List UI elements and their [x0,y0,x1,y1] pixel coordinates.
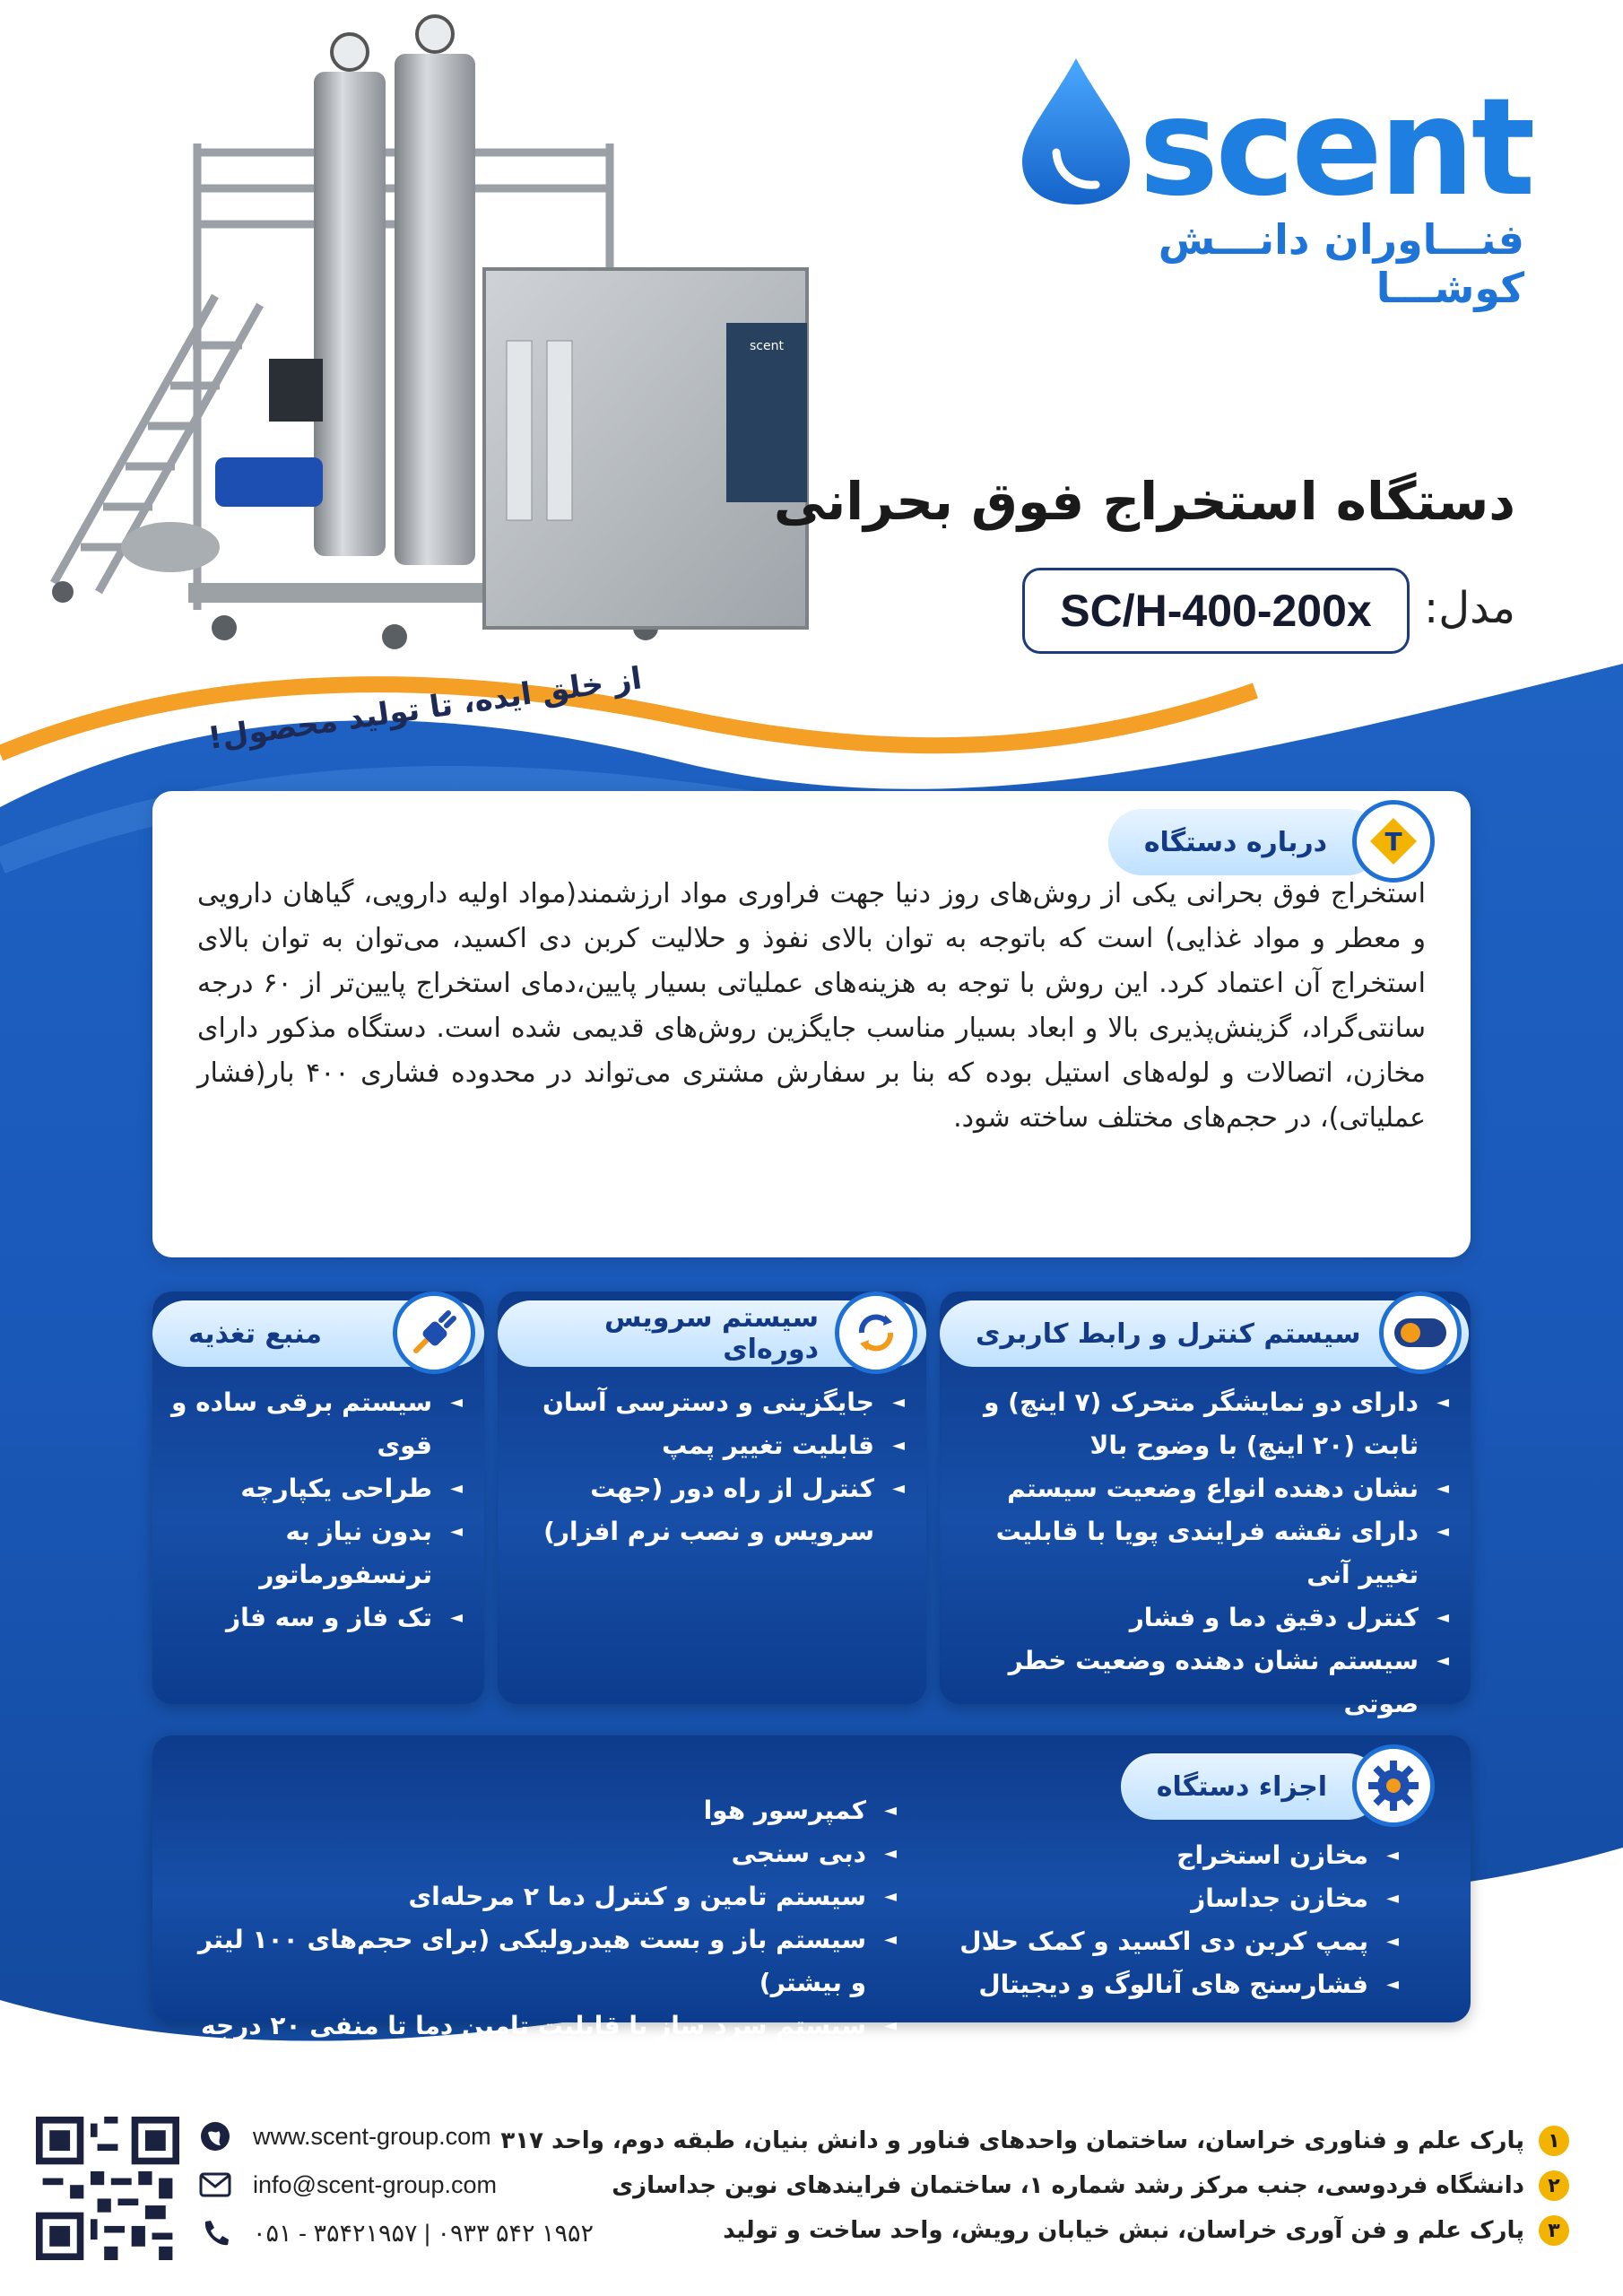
service-list [516,1381,905,1553]
list-item: ◄ دبی سنجی [188,1832,897,1875]
list-item: ◄ پمپ کربن دی اکسید و کمک حلال [879,1920,1399,1963]
parts-heading: اجزاء دستگاه [1156,1770,1327,1803]
water-drop-icon [1013,54,1139,206]
feature-card-control [940,1292,1471,1718]
logo-wordmark: scent [1139,70,1532,226]
email-link[interactable]: info@scent-group.com [253,2170,498,2198]
control-heading: سیستم کنترل و رابط کاربری [976,1318,1361,1350]
service-icon [835,1292,917,1374]
about-card [152,791,1471,1257]
list-item: ◄ نشان دهنده انواع وضعیت سیستم [961,1467,1449,1510]
power-list [165,1381,463,1639]
parts-heading-pill [1121,1753,1381,1820]
gear-icon [1367,1759,1420,1813]
mail-icon [197,2167,233,2203]
contact-email-row[interactable] [197,2167,497,2203]
list-item: ◄ سیستم سرد ساز با قابلیت تامین دما تا منفی ۲۰ درجه سانتیگراد [188,2005,897,2091]
extraction-machine-illustration [18,9,861,691]
about-icon [1352,800,1435,883]
diamond-t-icon [1367,814,1420,868]
address-number: ۳ [1539,2215,1569,2246]
control-list [961,1381,1449,1726]
list-item: ◄ طراحی یکپارچه [165,1467,463,1510]
power-plug-icon [409,1308,459,1358]
qr-code[interactable] [36,2117,179,2260]
list-item: ◄ سیستم تامین و کنترل دما ۲ مرحله‌ای [188,1875,897,1918]
power-icon [393,1292,475,1374]
list-item: ◄ دارای دو نمایشگر متحرک (۷ اینچ) و ثابت (۲۰ اینچ) با وضوح بالا [961,1381,1449,1467]
model-label: مدل: [1424,583,1515,633]
address-row-3 [723,2215,1569,2246]
list-item: ◄ قابلیت تغییر پمپ [516,1424,905,1467]
svg-text:T: T [1384,827,1402,857]
about-heading-pill [1108,809,1381,875]
address-text: پارک علم و فناوری خراسان، ساختمان واحدهای فناور و دانش بنیان، طبقه دوم، واحد ۳۱۷ [500,2127,1524,2154]
brand-logo [1013,45,1533,312]
svg-text:scent: scent [750,339,784,353]
list-item: ◄ مخازن استخراج [879,1834,1399,1877]
slogan: از خلق ایده، تا تولید محصول! [205,660,645,757]
list-item: ◄ جایگزینی و دسترسی آسان [516,1381,905,1424]
service-heading: سیستم سرویس دوره‌ای [604,1302,819,1365]
about-body: استخراج فوق بحرانی یکی از روش‌های روز دنیا جهت فراوری مواد ارزشمند(مواد اولیه دارویی، گیاهان دارویی و معطر و مواد غذایی) است که باتوجه به توان بالای نفوذ و حلالیت کربن دی اکسید، می‌توان به توان بالای استخراج آن اعتماد کرد. این روش با توجه به هزینه‌های عملیاتی بسیار پایین،دمای استخراج پایین‌تر از ۶۰ درجه سانتی‌گراد، گزینش‌پذیری بالا و ابعاد بسیار مناسب جایگزین روش‌های قدیمی شده است. دستگاه مذکور دارای مخازن، اتصالات و لوله‌های استیل بوده که بنا بر سفارش مشتری می‌تواند در محدوده فشاری ۴۰۰ بار(فشار عملیاتی)، در حجم‌های مختلف ساخته شود. [197,878,1426,1134]
address-row-1 [500,2126,1569,2156]
address-number: ۱ [1539,2126,1569,2156]
list-item: ◄ کنترل از راه دور (جهت سرویس و نصب نرم افزار) [516,1467,905,1553]
list-item: ◄ تک فاز و سه فاز [165,1596,463,1639]
list-item: ◄ فشارسنج های آنالوگ و دیجیتال [879,1963,1399,2006]
list-item: ◄ سیستم باز و بست هیدرولیکی (برای حجم‌های ۱۰۰ لیتر و بیشتر) [188,1918,897,2005]
globe-icon [197,2118,233,2154]
logo-tagline: فنـــاوران دانـــش کوشـــا [1158,215,1524,312]
parts-list-left [188,1789,897,2091]
list-item: ◄ دارای نقشه فرایندی پویا با قابلیت تغییر آنی [961,1510,1449,1596]
contact-phone-row[interactable] [197,2215,594,2251]
parts-card [152,1735,1471,2083]
feature-card-power [152,1292,484,1704]
contact-website-row[interactable] [197,2118,491,2154]
list-item: ◄ سیستم نشان دهنده وضعیت خطر صوتی [961,1639,1449,1726]
feature-card-service [498,1292,926,1704]
list-item: ◄ کنترل دقیق دما و فشار [961,1596,1449,1639]
about-heading: درباره دستگاه [1143,826,1327,858]
parts-icon [1352,1744,1435,1827]
parts-list-right [879,1834,1399,2006]
control-icon [1379,1292,1462,1374]
list-item: ◄ مخازن جداساز [879,1877,1399,1920]
list-item: ◄ کمپرسور هوا [188,1789,897,1832]
website-link[interactable]: www.scent-group.com [253,2122,491,2150]
phone-icon [197,2215,233,2251]
model-number-box: SC/H-400-200x [1022,568,1410,654]
product-title: دستگاه استخراج فوق بحرانی [773,471,1515,532]
address-text: پارک علم و فن آوری خراسان، نبش خیابان رویش، واحد ساخت و تولید [723,2217,1524,2244]
toggle-switch-icon [1393,1315,1448,1351]
address-number: ۲ [1539,2170,1569,2201]
address-row-2 [612,2170,1569,2201]
list-item: ◄ بدون نیاز به ترنسفورماتور [165,1510,463,1596]
power-heading: منبع تغذیه [188,1318,322,1350]
phone-numbers[interactable]: ۰۵۱ - ۳۵۴۲۱۹۵۷ | ۰۹۳۳ ۵۴۲ ۱۹۵۲ [253,2219,595,2247]
list-item: ◄ سیستم برقی ساده و قوی [165,1381,463,1467]
refresh-cycle-icon [851,1308,901,1358]
address-text: دانشگاه فردوسی، جنب مرکز رشد شماره ۱، ساختمان فرایندهای نوین جداسازی [612,2172,1524,2199]
